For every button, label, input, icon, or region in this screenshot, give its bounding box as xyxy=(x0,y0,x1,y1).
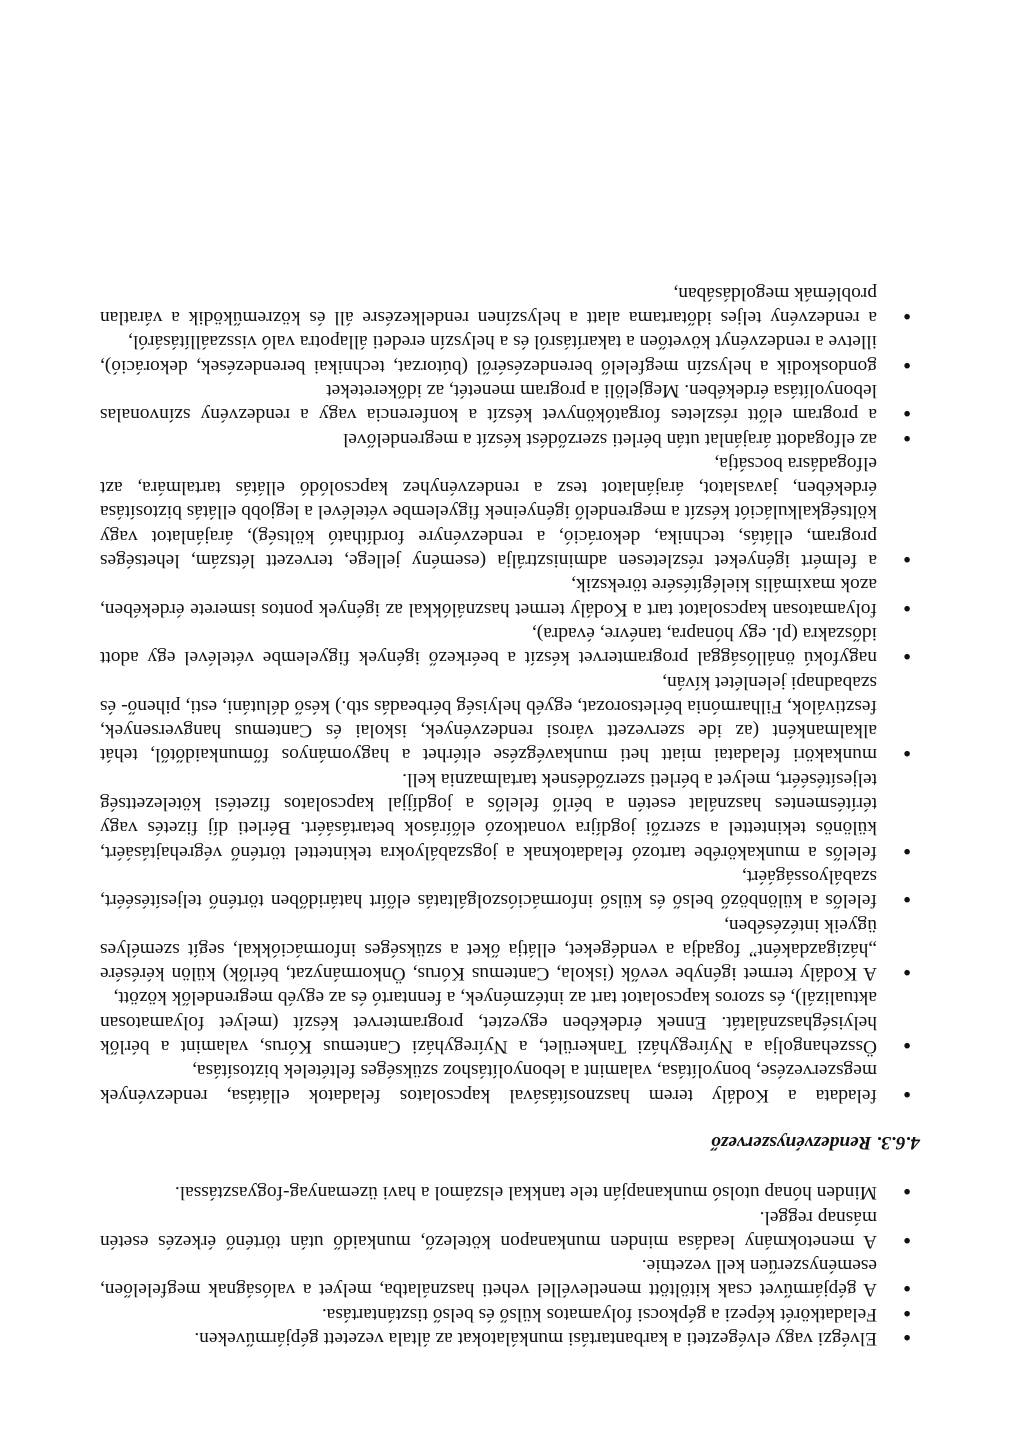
bullet-icon: ● xyxy=(903,1039,911,1055)
list-item xyxy=(100,329,920,378)
list-item-text: nagyfokú önállósággal programtervet készít a beérkező igények figyelembe vételével egy adott időszakra (pl. egy hónapra, tanévre, évadra), xyxy=(100,622,877,669)
bullet-icon: ● xyxy=(903,1331,911,1346)
bullet-icon: ● xyxy=(903,310,911,326)
section-heading: 4.6.3. Rendezvényszervező xyxy=(711,1131,920,1153)
bullet-icon: ● xyxy=(903,893,911,909)
list-item-text: a program előtt részletes forgatókönyvet készít a konferencia vagy a rendezvény színvonalas lebonyolítása érdekében. Megjelöli a program menetét, az időkereteket xyxy=(100,380,877,426)
bullet-icon: ● xyxy=(903,431,911,447)
list-item xyxy=(100,985,920,1058)
list-item-text: Feladatkörét képezi a gépkocsi folyamatos külső és belső tisztántartása. xyxy=(321,1303,877,1325)
list-item xyxy=(100,621,920,670)
list-item xyxy=(100,1180,920,1204)
bullet-icon: ● xyxy=(903,844,911,860)
bullet-icon: ● xyxy=(903,966,911,982)
bullet-icon: ● xyxy=(903,358,911,374)
bullet-icon: ● xyxy=(903,1185,911,1201)
list-item-text: gondoskodik a helyszín megfelelő berendezéséről (bútorzat, technikai berendezések, dekoráció), illetve a rendezvényt követően a takarításról és a helyszín eredeti állapotra való visszaállításáról, xyxy=(100,331,877,377)
bullet-icon: ● xyxy=(903,1233,911,1249)
list-item-text: a rendezvény teljes időtartama alatt a helyszínen rendelkezésre áll és közreműködik a váratlan problémák megoldásában, xyxy=(100,282,877,329)
list-item-text: felelős a különböző belső és külső információszolgáltatás előírt határidőben történő teljesítéséért, szabályosságáért, xyxy=(100,865,877,912)
list-item-text: folyamatosan kapcsolatot tart a Kodály termet használókkal az igények pontos ismerete érdekében, azok maximális kielégítésére törekszik, xyxy=(100,574,877,620)
list-item xyxy=(100,912,920,985)
rotated-document-body xyxy=(100,90,920,1350)
bullet-icon: ● xyxy=(903,601,911,617)
list-item xyxy=(100,426,920,450)
bullet-icon: ● xyxy=(903,1282,911,1298)
list-item xyxy=(100,1326,920,1350)
list-item xyxy=(100,281,920,330)
list-item-text: Elvégzi vagy elvégezteti a karbantartási munkálatokat az általa vezetett gépjárműveken. xyxy=(194,1328,877,1349)
list-item xyxy=(100,451,920,572)
list-item xyxy=(100,669,920,766)
list-item-text: A gépjárművet csak kitöltött menetlevéllel veheti használatba, melyet a valóságnak megfelelően, eseményszerűen kell vezetnie. xyxy=(100,1255,877,1301)
bullet-icon: ● xyxy=(903,407,911,423)
list-item xyxy=(100,378,920,427)
list-item xyxy=(100,1301,920,1325)
list-item xyxy=(100,864,920,913)
bullet-icon: ● xyxy=(903,747,911,763)
list-item-text: feladata a Kodály terem hasznosításával kapcsolatos feladatok ellátása, rendezvények megszervezése, bonyolítása, valamint a lebonyolításhoz szükséges feltételek biztosítása, xyxy=(100,1060,877,1106)
list-item-text: A menetokmány leadása minden munkanapon kötelező, munkaidő után történő érkezés esetén másnap reggel. xyxy=(100,1206,877,1252)
list-item xyxy=(100,1058,920,1107)
duties-list-event-organizer xyxy=(100,281,920,1107)
list-item-text: az elfogadott árajánlat után bérleti szerződést készít a megrendelővel xyxy=(342,428,877,450)
list-item-text: Összehangolja a Nyíregyházi Tankerület, a Nyíregyházi Cantemus Kórus, valamint a bérlők helyiséghasználatát. Ennek érdekében egyeztet, programtervet készít (melyet folyamatosan aktualizál), és szoros kapcsolatot tart az intézmények, a fenntartó és az egyéb megrendelők között, xyxy=(100,987,877,1058)
bullet-icon: ● xyxy=(903,553,911,569)
bullet-icon: ● xyxy=(903,1306,911,1322)
list-item-text: Minden hónap utolsó munkanapján tele tankkal elszámol a havi üzemanyag-fogyasztással. xyxy=(174,1182,877,1204)
list-item-text: A Kodály termet igénybe vevők (iskola, Cantemus Kórus, Önkormányzat, bérlők) külön kérésére „házigazdaként” fogadja a vendégeket, ellátja őket a szükséges információkkal, segít személyes ügyeik intézésében, xyxy=(100,914,877,985)
list-item xyxy=(100,1253,920,1302)
list-item xyxy=(100,1204,920,1253)
bullet-icon: ● xyxy=(903,650,911,666)
list-item xyxy=(100,766,920,863)
list-item xyxy=(100,572,920,621)
list-item-text: a felmért igényeket részletesen adminisztrálja (esemény jellege, tervezett létszám, lehetséges program, ellátás, technika, dekoráció, a rendezvényre fordítható költség), árajánlatot vagy költségkalkulációt készít a megrendelő igényeinek figyelembe vételével a legjobb ellátás biztosítása érdekében, javaslatot, árajánlatot tesz a rendezvényhez kapcsolódó ellátás tartalmára, azt elfogadásra bocsátja, xyxy=(100,452,877,572)
duties-list-driver xyxy=(100,1180,920,1350)
list-item-text: munkaköri feladatai miatt heti munkavégzése eltérhet a hagyományos főmunkaidőtől, tehát alkalmanként (az ide szervezett városi rendezvények, iskolai és Cantemus hangversenyek, fesztiválok, Filharmónia bérletsorozat, egyéb helyiség bérbeadás stb.) késő délutáni, esti, pihenő- és szabadnapi jelenlétet kíván, xyxy=(100,671,877,766)
list-item-text: felelős a munkakörébe tartozó feladatoknak a jogszabályokra tekintettel történő végrehajtásáért, különös tekintettel a szerzői jogdíjra vonatkozó előírások betartásáért. Bérleti díj fizetés vagy térítésmentes használat esetén a bérlő felelős a jogdíjjal kapcsolatos fizetési kötelezettség teljesítéséért, melyet a bérleti szerződésnek tartalmaznia kell. xyxy=(100,768,877,863)
bullet-icon: ● xyxy=(903,1087,911,1103)
